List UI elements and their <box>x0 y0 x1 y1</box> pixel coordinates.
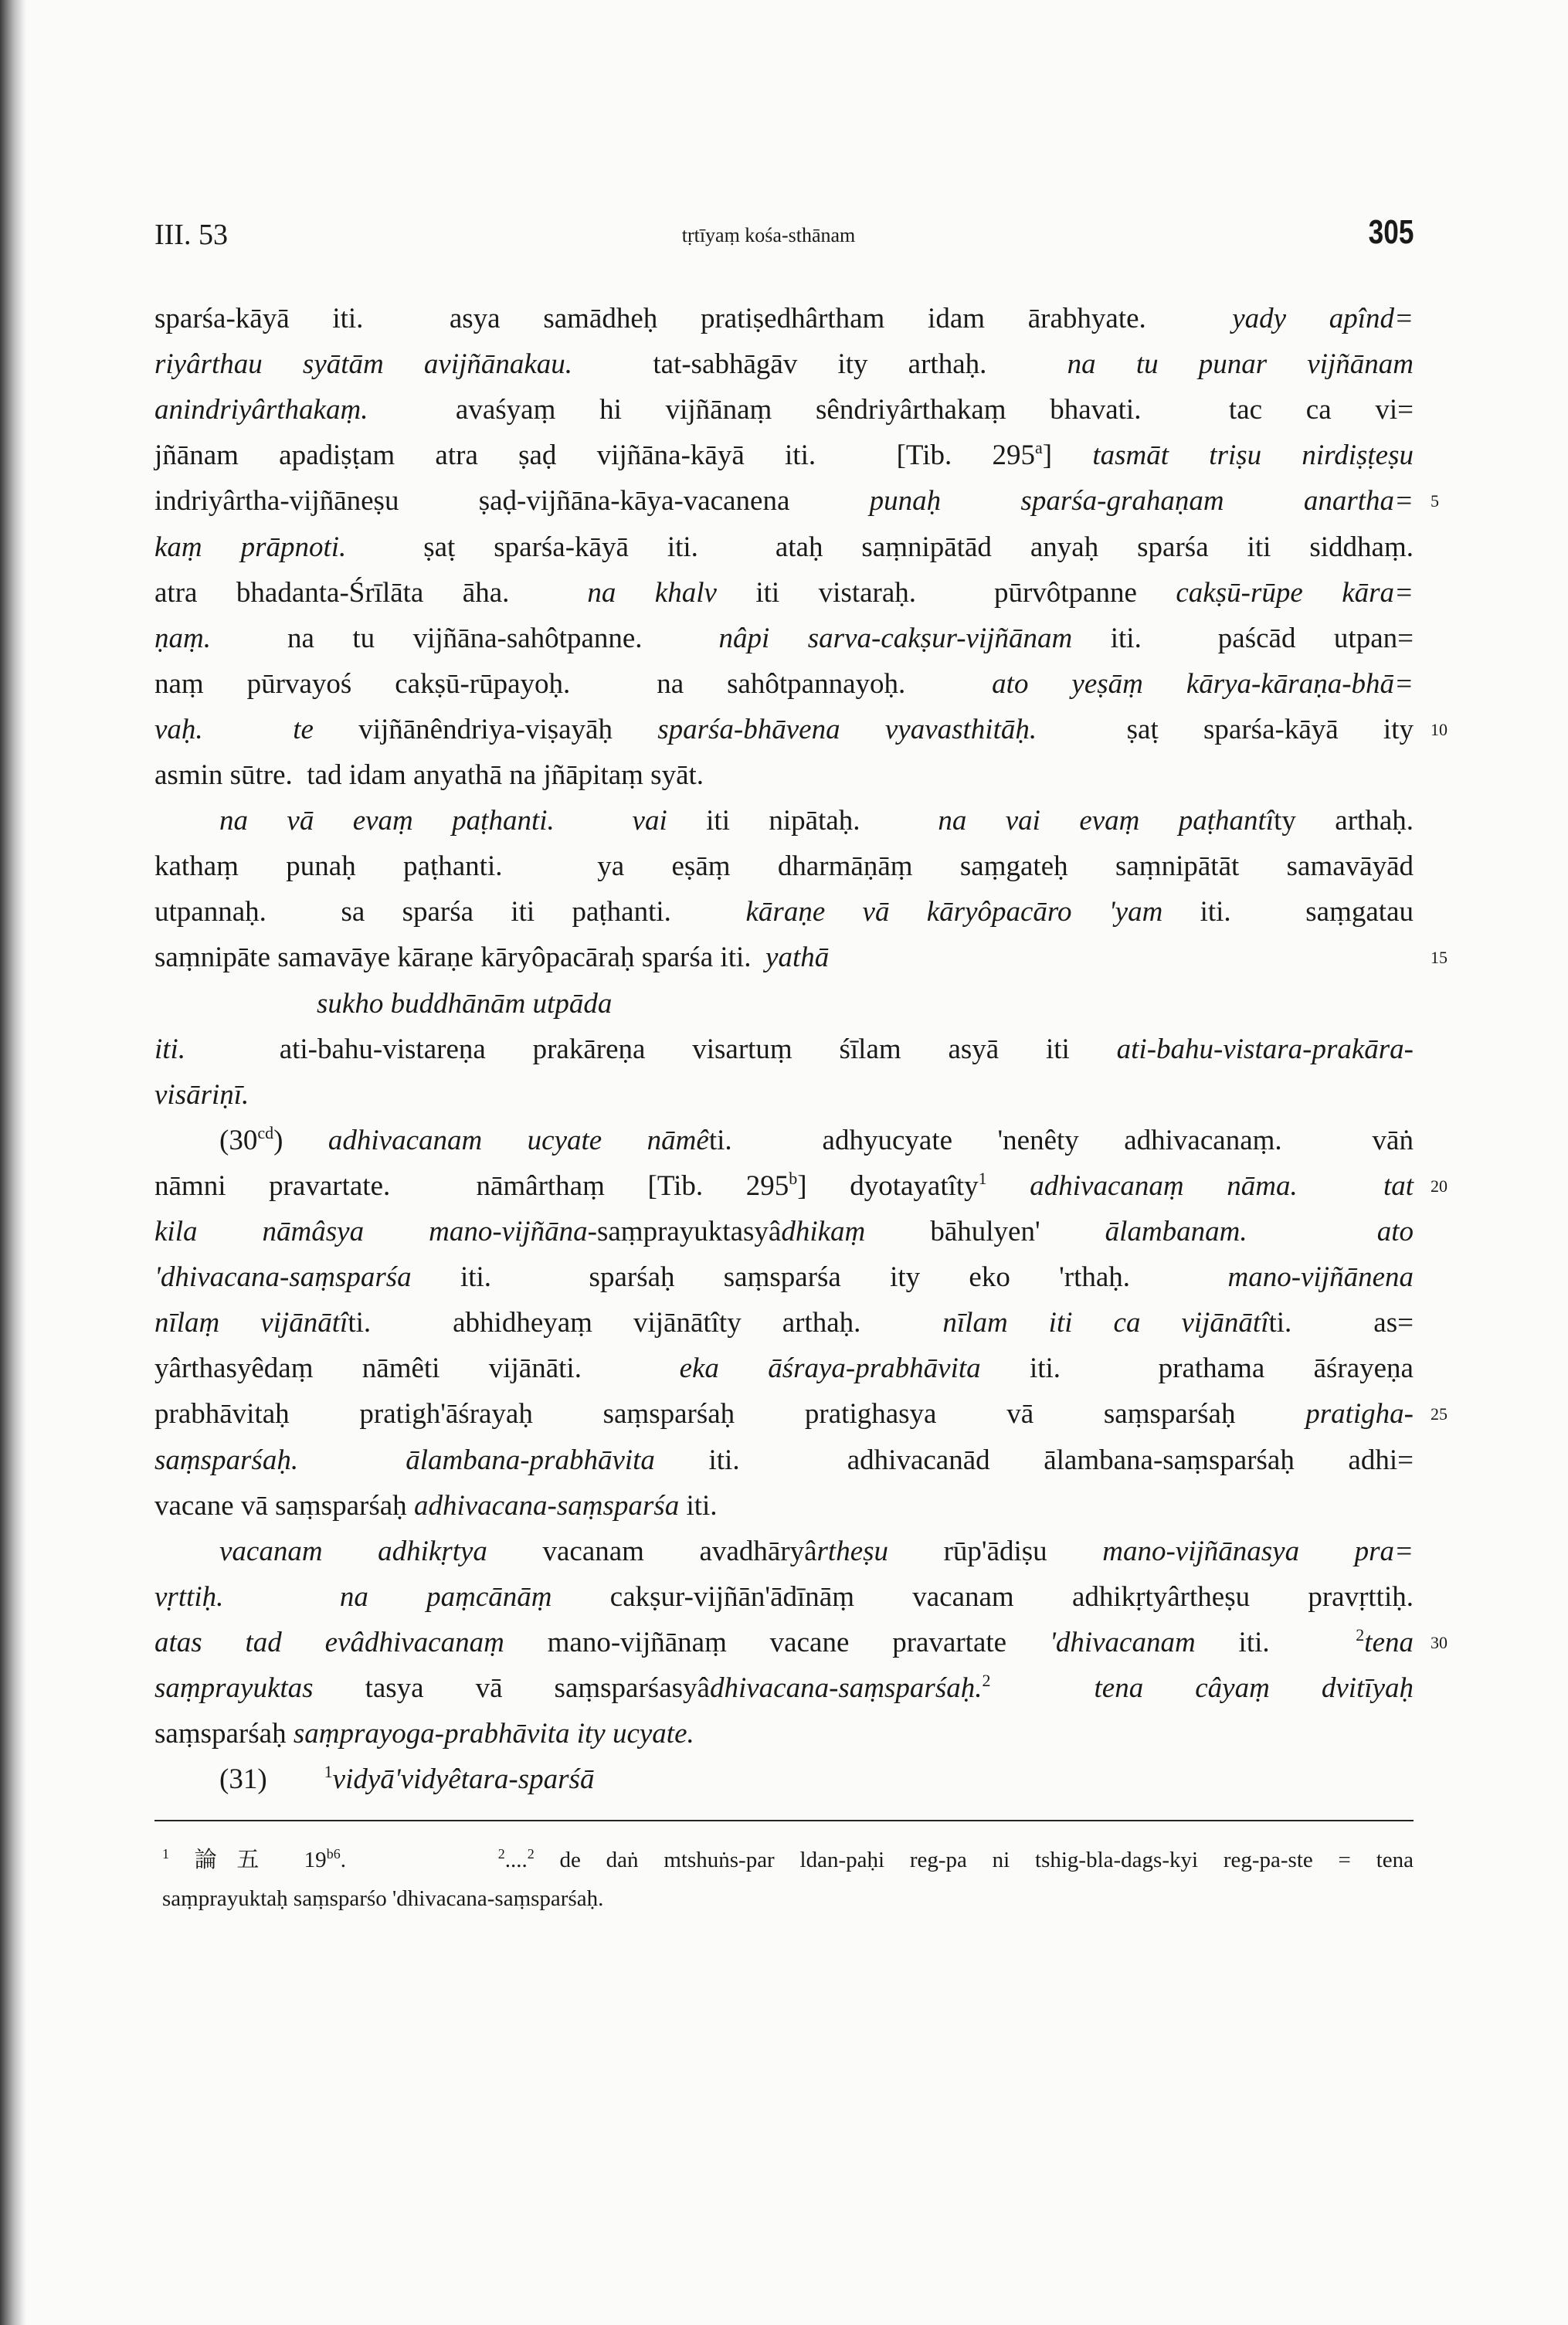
text-line <box>154 1254 1414 1300</box>
text-line <box>154 707 1414 752</box>
italic-text: nīlaṃ vijānātî <box>154 1307 348 1339</box>
italic-text: adhivacana-saṃsparśa <box>413 1489 680 1522</box>
text-line <box>317 981 1414 1027</box>
text: ṣaṭ sparśa-kāyā ity <box>1037 713 1414 745</box>
text: utpannaḥ. sa sparśa iti paṭhanti. <box>154 896 746 928</box>
italic-text: vṛttiḥ. na paṃcānāṃ <box>154 1580 552 1613</box>
italic-text: dhikaṃ <box>781 1216 866 1247</box>
text: iti. saṃgatau <box>1162 896 1414 928</box>
superscript: 2 <box>527 1846 535 1862</box>
italic-text: visāriṇī. <box>154 1078 249 1111</box>
italic-text: na vai evaṃ paṭhantî <box>938 805 1274 837</box>
line-number: 10 <box>1431 719 1448 739</box>
text-line <box>154 1711 1414 1756</box>
italic-text: saṃprayuktas <box>154 1672 314 1704</box>
text-line <box>154 341 1414 387</box>
text-line <box>154 1209 1414 1254</box>
text: iti vistaraḥ. pūrvôtpanne <box>716 576 1176 609</box>
text: asmin sūtre. tad idam anyathā na jñāpitaṃ syāt. <box>154 759 704 791</box>
text: ti. as= <box>1268 1307 1414 1339</box>
text-line <box>154 661 1414 707</box>
footnote-divider <box>154 1820 1414 1821</box>
italic-text: ṇaṃ. <box>154 622 211 654</box>
line-number: 20 <box>1431 1176 1448 1196</box>
book-binding-shadow <box>0 0 26 2325</box>
text: indriyârtha-vijñāneṣu ṣaḍ-vijñāna-kāya-vacanena <box>154 485 870 518</box>
italic-text: pratigha- <box>1305 1398 1414 1431</box>
text: vacane vā saṃsparśaḥ <box>154 1489 414 1522</box>
text-line <box>154 1665 1414 1711</box>
text: ti. adhyucyate 'nenêty adhivacanaṃ. vāṅ <box>708 1124 1414 1156</box>
text <box>987 1170 1030 1202</box>
italic-text: punaḥ sparśa-grahaṇam anartha= <box>869 485 1414 518</box>
line-number: 5 <box>1431 491 1439 511</box>
text: . <box>340 1848 498 1872</box>
text: ti. abhidheyaṃ vijānātîty arthaḥ. <box>348 1307 943 1339</box>
text: ty arthaḥ. <box>1274 805 1414 837</box>
italic-text: yathā <box>765 942 830 974</box>
text-line <box>154 1437 1414 1483</box>
line-number: 30 <box>1431 1632 1448 1652</box>
text: .... <box>504 1848 528 1872</box>
text: ṣaṭ sparśa-kāyā iti. ataḥ saṃnipātād anyaḥ sparśa iti siddhaṃ. <box>346 531 1414 563</box>
italic-text: ato yeṣāṃ kārya-kāraṇa-bhā= <box>992 667 1414 700</box>
text: iti. adhivacanād ālambana-saṃsparśaḥ adhi= <box>654 1444 1414 1476</box>
section-number: III. 53 <box>154 219 228 251</box>
text: ati-bahu-vistareṇa prakāreṇa visartuṃ śīlam asyā iti <box>185 1033 1117 1065</box>
superscript: 2 <box>982 1671 991 1690</box>
superscript: b6 <box>326 1846 341 1862</box>
text-line <box>154 752 1414 798</box>
italic-text: nâpi sarva-cakṣur-vijñānam <box>718 622 1073 654</box>
superscript: b <box>789 1168 798 1188</box>
italic-text: sukho buddhānām utpāda <box>317 987 613 1020</box>
text-line <box>154 296 1414 341</box>
italic-text: 'dhivacanam <box>1049 1626 1196 1658</box>
italic-text: saṃprayoga-prabhāvita ity ucyate. <box>293 1718 694 1750</box>
text: na tu vijñāna-sahôtpanne. <box>210 622 719 654</box>
italic-text: mano-vijñānena <box>1227 1261 1414 1294</box>
text: 論五 19 <box>169 1848 327 1872</box>
running-title: tṛtīyaṃ kośa-sthānam <box>681 224 856 246</box>
text: iti. <box>1195 1626 1356 1658</box>
italic-text: anindriyârthakaṃ. <box>154 394 368 426</box>
text: mano-vijñānaṃ vacane pravartate <box>504 1626 1050 1658</box>
text: de daṅ mtshuṅs-par ldan-paḥi reg-pa ni tshig-bla-dags-kyi reg-pa-ste = tena <box>534 1848 1414 1872</box>
italic-text: kāraṇe vā kāryôpacāro 'yam <box>745 896 1163 928</box>
italic-text: tena câyaṃ dvitīyaḥ <box>1094 1672 1414 1704</box>
superscript: a <box>1035 438 1043 458</box>
text: vacanam avadhāryâ <box>487 1535 817 1567</box>
text: yârthasyêdaṃ nāmêti vijānāti. <box>154 1353 680 1385</box>
text-line <box>154 433 1414 478</box>
text <box>990 1672 1094 1704</box>
text-line <box>154 1574 1414 1620</box>
text-line <box>219 798 1414 843</box>
text: saṃsparśaḥ <box>154 1718 294 1750</box>
text: iti nipātaḥ. <box>667 805 938 837</box>
italic-text: rtheṣu <box>816 1535 889 1567</box>
italic-text: sparśa-bhāvena vyavasthitāḥ. <box>657 713 1037 745</box>
text: -saṃprayuktasyâ <box>587 1216 782 1247</box>
page-number: 305 <box>1368 213 1414 251</box>
running-title-wrap <box>0 224 1568 247</box>
text-line <box>219 1756 1414 1802</box>
text: naṃ pūrvayoś cakṣū-rūpayoḥ. na sahôtpannayoḥ. <box>154 667 993 700</box>
superscript: 2 <box>1356 1624 1365 1644</box>
footnote-line <box>162 1880 1414 1917</box>
line-number: 25 <box>1431 1404 1448 1424</box>
text: ) <box>273 1124 328 1156</box>
text: rūp'ādiṣu <box>888 1535 1103 1567</box>
text: ] dyotayatîty <box>797 1169 979 1202</box>
text-line <box>219 1529 1414 1574</box>
text-line <box>154 570 1414 616</box>
italic-text: vaḥ. te <box>154 713 314 745</box>
italic-text: dhivacana-saṃsparśaḥ. <box>709 1672 983 1704</box>
italic-text: kaṃ prāpnoti. <box>154 531 347 563</box>
text: atra bhadanta-Śrīlāta āha. <box>154 576 588 609</box>
text: bāhulyen' <box>865 1216 1105 1247</box>
text-line <box>154 843 1414 889</box>
text-line <box>154 1391 1414 1437</box>
italic-text: nīlam iti ca vijānātî <box>942 1307 1269 1339</box>
italic-text: atas tad evâdhivacanaṃ <box>154 1626 504 1658</box>
italic-text: riyârthau syātām avijñānakau. <box>154 348 573 381</box>
text-line <box>154 1300 1414 1346</box>
italic-text: 'dhivacana-saṃsparśa <box>154 1261 412 1294</box>
superscript: 1 <box>324 1762 333 1782</box>
text: tat-sabhāgāv ity arthaḥ. <box>572 348 1067 381</box>
text: nāmni pravartate. nāmârthaṃ [Tib. 295 <box>154 1169 789 1202</box>
italic-text: iti. <box>154 1033 186 1065</box>
footnote-line <box>162 1841 1414 1879</box>
text: saṃprayuktaḥ saṃsparśo 'dhivacana-saṃsparśaḥ. <box>162 1886 604 1911</box>
italic-text: adhivacanam ucyate nāmê <box>328 1124 709 1156</box>
italic-text: cakṣū-rūpe kāra= <box>1176 576 1414 609</box>
text: tasya vā saṃsparśasyâ <box>313 1672 710 1704</box>
text: saṃnipāte samavāye kāraṇe kāryôpacāraḥ sparśa iti. <box>154 942 766 974</box>
italic-text: vidyā'vidyêtara-sparśā <box>332 1763 595 1796</box>
italic-text: tena <box>1364 1626 1414 1658</box>
text-line <box>154 387 1414 433</box>
italic-text: ālambanam. ato <box>1105 1216 1414 1247</box>
text-line <box>154 478 1414 524</box>
text: prabhāvitaḥ pratigh'āśrayaḥ saṃsparśaḥ pratighasya vā saṃsparśaḥ <box>154 1398 1306 1431</box>
text-line <box>154 616 1414 661</box>
text-line <box>154 1620 1414 1665</box>
text: (30 <box>219 1124 258 1156</box>
italic-text: yady apînd= <box>1232 303 1414 334</box>
italic-text: eka āśraya-prabhāvita <box>679 1353 981 1385</box>
text-line <box>154 1483 1414 1529</box>
italic-text: na vā evaṃ paṭhanti. vai <box>219 805 667 837</box>
text-line <box>154 1072 1414 1118</box>
line-number: 15 <box>1431 948 1448 968</box>
text-line <box>219 1118 1414 1163</box>
italic-text: adhivacanaṃ nāma. tat <box>1030 1169 1414 1202</box>
text: ] <box>1042 440 1093 472</box>
text: jñānam apadiṣṭam atra ṣaḍ vijñāna-kāyā iti. [Tib. 295 <box>154 440 1036 472</box>
text: iti. sparśaḥ saṃsparśa ity eko 'rthaḥ. <box>411 1261 1228 1294</box>
superscript: 1 <box>162 1846 169 1862</box>
italic-text: saṃsparśaḥ. ālambana-prabhāvita <box>154 1444 655 1476</box>
text-line <box>154 1163 1414 1209</box>
text-line <box>154 524 1414 570</box>
text: cakṣur-vijñān'ādīnāṃ vacanam adhikṛtyârtheṣu pravṛttiḥ. <box>552 1580 1414 1613</box>
text: iti. <box>679 1489 718 1522</box>
text: sparśa-kāyā iti. asya samādheḥ pratiṣedhârtham idam ārabhyate. <box>154 303 1233 334</box>
text-line <box>154 889 1414 935</box>
text: vijñānêndriya-viṣayāḥ <box>313 713 658 745</box>
text: iti. prathama āśrayeṇa <box>980 1353 1414 1385</box>
italic-text: tasmāt triṣu nirdiṣṭeṣu <box>1092 440 1414 472</box>
italic-text: na tu punar vijñānam <box>1067 348 1414 381</box>
text-line <box>154 1027 1414 1072</box>
italic-text: na khalv <box>587 576 717 609</box>
superscript: cd <box>257 1122 274 1142</box>
italic-text: vacanam adhikṛtya <box>219 1535 487 1567</box>
superscript: 1 <box>978 1168 987 1188</box>
italic-text: kila nāmâsya mano-vijñāna <box>154 1216 588 1247</box>
superscript: 2 <box>497 1846 505 1862</box>
text: kathaṃ punaḥ paṭhanti. ya eṣāṃ dharmāṇāṃ saṃgateḥ saṃnipātāt samavāyād <box>154 850 1414 883</box>
italic-text: ati-bahu-vistara-prakāra- <box>1116 1033 1414 1065</box>
text-line <box>154 935 1414 980</box>
text: avaśyaṃ hi vijñānaṃ sêndriyârthakaṃ bhavati. tac ca vi= <box>368 394 1414 426</box>
text-line <box>154 1346 1414 1391</box>
text: iti. paścād utpan= <box>1072 622 1414 654</box>
italic-text: mano-vijñānasya pra= <box>1102 1535 1414 1567</box>
text: (31) <box>219 1763 324 1796</box>
